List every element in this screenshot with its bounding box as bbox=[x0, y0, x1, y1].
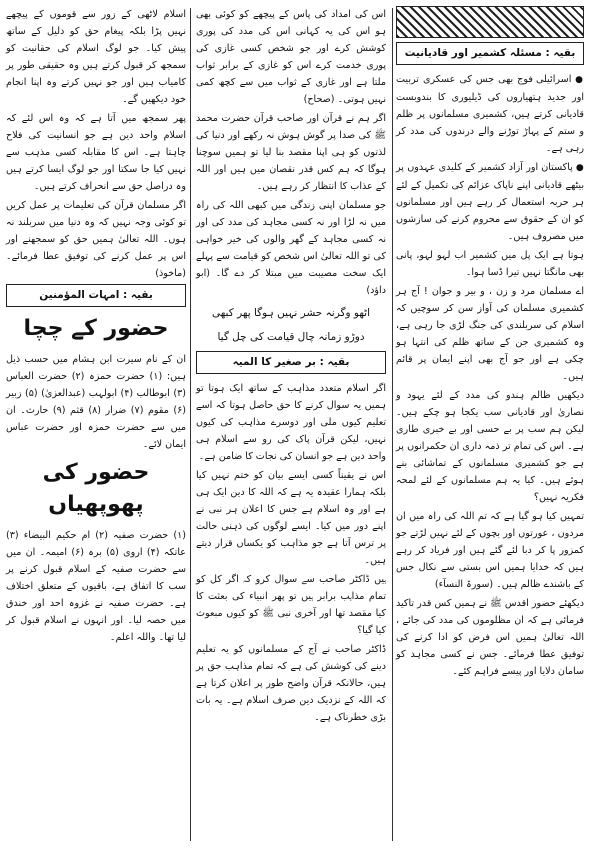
left-column bbox=[6, 6, 186, 845]
paragraph: ہیں ڈاکٹر صاحب سے سوال کرو کہ اگر کل کو تمام مذاہب برابر ہیں تو پھر انبیاء کی بعثت کا کیا مقصد تھا اور آخری نبی ﷺ کو کیوں مبعوث کیا گیا؟ bbox=[196, 574, 386, 636]
paragraph: جو مسلمان اپنی زندگی میں کبھی اللہ کی راہ میں نہ لڑا اور نہ کسی مجاہد کی مدد کی اور نہ کسی مجاہد کے گھر والوں کی خیر خواہی کی تو اللہ تعالیٰ اس شخص کو قیامت سے پہلے ایک سخت مصیبت میں مبتلا کر دے گا۔ (ابو داؤد) bbox=[196, 200, 386, 296]
column-divider bbox=[392, 8, 393, 841]
paragraph: تمہیں کیا ہو گیا ہے کہ تم اللہ کی راہ میں ان مردوں ، عورتوں اور بچوں کے لئے نہیں لڑتے جو کمزور پا کر دبا لئے گئے ہیں اور فریاد کر رہے ہیں کہ خدایا ہمیں اس بستی سے نکال جس کے باشندے ظالم ہیں۔ (سورۃ النسآء) bbox=[396, 511, 584, 590]
continuation-title-box: بقیہ : امہات المؤمنین bbox=[6, 284, 186, 307]
paragraph: ان کے نام سیرت ابن ہشام میں حسب ذیل ہیں: (۱) حضرت حمزہ (۲) حضرت العباس (۳) ابوطالب (۴) ابولہب (عبدالعزیٰ) (۵) زبیر (۶) مقوم (۷) ضرار (۸) قثم (۹) حارث۔ ان میں سے حضرت حمزہ اور حضرت عباس ایمان لائے۔ bbox=[6, 354, 186, 450]
paragraph: اسلام لاٹھی کے زور سے قوموں کے پیچھے نہیں پڑا بلکہ پیغام حق کو دلیل کے ساتھ پیش کیا۔ جو لوگ اسلام کی حقانیت کو سمجھ کر قبول کرتے ہیں وہ حقیقی طور پر کامیاب ہیں اور جو نہیں کرتے وہ اپنا انجام خود دیکھیں گے۔ bbox=[6, 9, 186, 105]
paragraph: دیکھئے حضور اقدس ﷺ نے ہمیں کس قدر تاکید فرمائی ہے کہ ان مظلوموں کی مدد کی جائے ، اللہ تعالیٰ ہمیں اس فرض کو ادا کرنے کی توفیق عطا فرمائے۔ جس نے کسی مجاہد کو سامان دلایا اور پیسے فراہم کئے۔ bbox=[396, 598, 584, 677]
right-column bbox=[396, 6, 584, 845]
paragraph: ڈاکٹر صاحب نے آج کے مسلمانوں کو یہ تعلیم دینے کی کوشش کی ہے کہ تمام مذاہب حق پر ہیں، حالانکہ قرآن واضح طور پر اعلان کرتا ہے کہ اللہ کے نزدیک دین صرف اسلام ہے۔ یہ بات بڑی خطرناک ہے۔ bbox=[196, 644, 386, 723]
paragraph: ● پاکستان اور آزاد کشمیر کے کلیدی عہدوں پر بیٹھے قادیانی اپنے ناپاک عزائم کی تکمیل کے لئے ہر حربہ استعمال کر رہے ہیں اور مسلمانوں کو ان کے حقوق سے محروم کرنے کی سازشوں میں مصروف ہیں۔ bbox=[396, 159, 584, 245]
decorative-ornament bbox=[396, 6, 584, 38]
paragraph: اگر اسلام متعدد مذاہب کے ساتھ ایک ہوتا تو ہمیں یہ سوال کرنے کا حق حاصل ہوتا کہ اسے تعلیم کیوں ملی اور دوسرے مذاہب کی کیوں نہیں، لیکن قرآن پاک کی رو سے اسلام ہی واحد دین ہے جو انسان کی نجات کا ضامن ہے۔ bbox=[196, 383, 386, 462]
verse: ہوتا ہے ایک پل میں کشمیر اب لہو لہو، پانی بھی مانگتا نہیں تیرا ڈسا ہوا۔ bbox=[396, 250, 584, 278]
continuation-title-box: بقیہ : مسئلہ کشمیر اور قادیانیت bbox=[396, 42, 584, 65]
paragraph: اس کی امداد کی پاس کے پیچھے کو کوئی بھی ہو اس کی یہ کہانی اس کی مدد کی پوری کوشش کرے اور جو شخص کسی غازی کی پوری خدمت کرے اس کو غازی کے برابر ثواب ملتا ہے اور غازی کے ثواب میں سے کچھ کمی نہیں ہوتی۔ (صحاح) bbox=[196, 9, 386, 105]
couplet-line: دوڑو زمانہ چال قیامت کی چل گیا bbox=[217, 331, 365, 343]
paragraph: اگر مسلمان قرآن کی تعلیمات پر عمل کریں تو کوئی وجہ نہیں کہ وہ دنیا میں سربلند نہ ہوں۔ اللہ تعالیٰ ہمیں حق کو سمجھنے اور اس پر عمل کرنے کی توفیق عطا فرمائے۔ (ماخوذ) bbox=[6, 200, 186, 279]
paragraph: اس نے یقیناً کسی ایسے بیان کو ختم نہیں کیا بلکہ ہمارا عقیدہ یہ ہے کہ اللہ کا دین ایک ہی ہے اور وہ اسلام ہے جس کا اعلان ہر نبی نے اپنے دور میں کیا۔ ایسے لوگوں کی ذہنی حالت پر ترس آتا ہے جو مذاہب کو یکساں قرار دیتے ہیں۔ bbox=[196, 470, 386, 566]
paragraph: ● اسرائیلی فوج بھی جس کی عسکری تربیت اور جدید ہتھیاروں کی ڈیلیوری کا بندوبست قادیانی کرتے ہیں، کشمیری مسلمانوں پر ظلم و ستم کے پہاڑ توڑنے والے درندوں کی مدد کر رہی ہے۔ bbox=[396, 71, 584, 157]
paragraph: (۱) حضرت صفیہ (۲) ام حکیم البیضاء (۳) عاتکہ (۴) اروی (۵) برہ (۶) امیمہ۔ ان میں سے حضرت صفیہ کے اسلام قبول کرنے پر سب کا اتفاق ہے، باقیوں کے متعلق اختلاف ہے۔ حضرت صفیہ نے غزوہ احد اور خندق میں حصہ لیا۔ اور انہوں نے اسلام قبول کر لیا تھا۔ واللہ اعلم۔ bbox=[6, 530, 186, 643]
paragraph: اگر ہم نے قرآن اور صاحب قرآن حضرت محمد ﷺ کی صدا پر گوش ہوش نہ رکھے اور دنیا کی لذتوں کو ہی اپنا مقصد بنا لیا تو ہمیں سوچنا ہوگا کہ ہم کس قدر نقصان میں ہیں اور اللہ کے عذاب کا انتظار کر رہے ہیں۔ bbox=[196, 113, 386, 192]
paragraph: پھر سمجھ میں آتا ہے کہ وہ اس لئے کہ اسلام واحد دین ہے جو انسانیت کی فلاح چاہتا ہے۔ اس کا مقابلہ کسی مذہب سے نہیں کیا جا سکتا اور جو لوگ ایسا کرتے ہیں وہ دراصل حق سے انحراف کرتے ہیں۔ bbox=[6, 113, 186, 192]
paragraph: دیکھیں ظالم ہندو کی مدد کے لئے یہود و نصاریٰ اور قادیانی سب یکجا ہو چکے ہیں۔ لیکن ہم سب پر بے حسی اور بے خبری طاری ہے۔ اس کی تمام تر ذمہ داری ان حکمرانوں پر ہے جو کشمیری مسلمانوں کے تماشائی بنے ہوئے ہیں۔ کیا یہ ہم مسلمانوں کے لئے لمحہ فکریہ نہیں؟ bbox=[396, 390, 584, 503]
continuation-title-box: بقیہ : بر صغیر کا المیہ bbox=[196, 351, 386, 374]
middle-column bbox=[196, 6, 386, 845]
section-heading: حضور کے چچا bbox=[23, 316, 169, 341]
section-heading: حضور کی پھوپھیاں bbox=[42, 460, 150, 517]
couplet-line: اٹھو وگرنہ حشر نہیں ہوگا پھر کبھی bbox=[211, 307, 371, 319]
column-divider bbox=[190, 8, 191, 841]
paragraph: اے مسلمان مرد و زن ، و بیر و جوان ! آج ہر کشمیری مسلمان کی آواز سن کر سوچیں کہ اسلام کی سربلندی کی جنگ لڑی جا رہی ہے، وہ کشمیری جن کے ساتھ ظلم کی انتہا ہو چکی ہے اور جو آج بھی اپنے ایمان پر قائم ہیں۔ bbox=[396, 286, 584, 382]
